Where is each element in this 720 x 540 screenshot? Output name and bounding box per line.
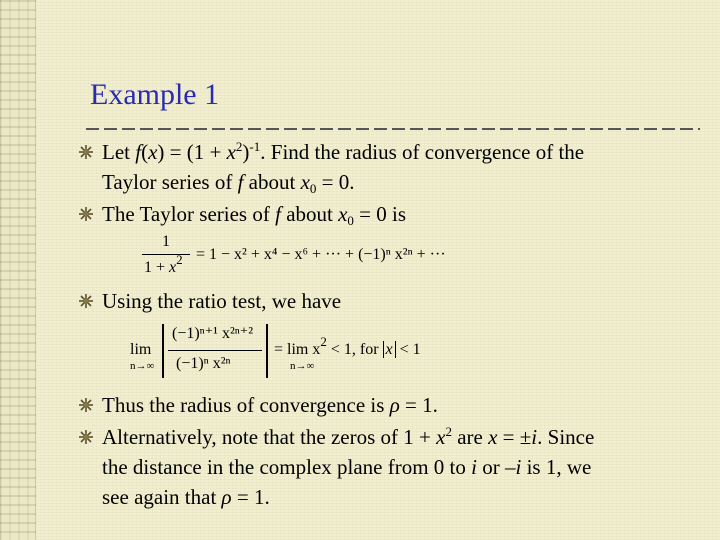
fraction-bar bbox=[142, 254, 190, 255]
taylor-series-equation bbox=[140, 232, 520, 286]
ratio-numerator: (−1)ⁿ⁺¹ x²ⁿ⁺² bbox=[172, 325, 254, 342]
bullet-star-icon bbox=[78, 397, 94, 413]
slide-title: Example 1 bbox=[90, 78, 220, 111]
bullet-star-icon bbox=[78, 144, 94, 160]
bullet-3-line-1: Using the ratio test, we have bbox=[102, 289, 342, 313]
fraction-bar bbox=[168, 350, 262, 351]
bullet-5-line-2: the distance in the complex plane from 0 to i or –i is 1, we bbox=[102, 455, 592, 479]
ratio-rhs: = $\lim x^2 < 1$, for x < 1 bbox=[274, 334, 421, 358]
bullet-1-line-1: Let $f(x) = (1 + x^2)^{-1}$. Find the radius of convergence of the bbox=[102, 139, 585, 164]
bullet-star-icon bbox=[78, 293, 94, 309]
equation-rhs: = 1 − x² + x⁴ − x⁶ + ··· + (−1)ⁿ x²ⁿ + ··· bbox=[196, 246, 446, 263]
bullet-5-line-1: Alternatively, note that the zeros of $1 + x^2$ are x = ±i. Since bbox=[102, 424, 595, 449]
abs-bar-right bbox=[266, 324, 268, 378]
bullet-5-line-3: see again that ρ = 1. bbox=[102, 485, 270, 509]
abs-bar-left bbox=[162, 324, 164, 378]
decorative-border bbox=[0, 0, 36, 540]
bullet-star-icon bbox=[78, 429, 94, 445]
ratio-rhs-subscript: n→∞ bbox=[290, 360, 315, 372]
limit-subscript: n→∞ bbox=[130, 360, 155, 372]
bullet-2-line-1: The Taylor series of f about $x_0 = 0$ is bbox=[102, 202, 407, 228]
title-divider bbox=[86, 128, 700, 130]
equation-denominator: $1 + x^2$ bbox=[144, 252, 183, 276]
ratio-test-equation bbox=[128, 320, 488, 382]
bullet-1-line-2: Taylor series of f about $x_0 = 0$. bbox=[102, 170, 355, 196]
bullet-star-icon bbox=[78, 206, 94, 222]
limit-label: lim bbox=[130, 341, 152, 358]
bullet-4-line-1: Thus the radius of convergence is ρ = 1. bbox=[102, 393, 438, 417]
equation-numerator: 1 bbox=[162, 233, 170, 250]
ratio-denominator: (−1)ⁿ x²ⁿ bbox=[176, 355, 231, 372]
